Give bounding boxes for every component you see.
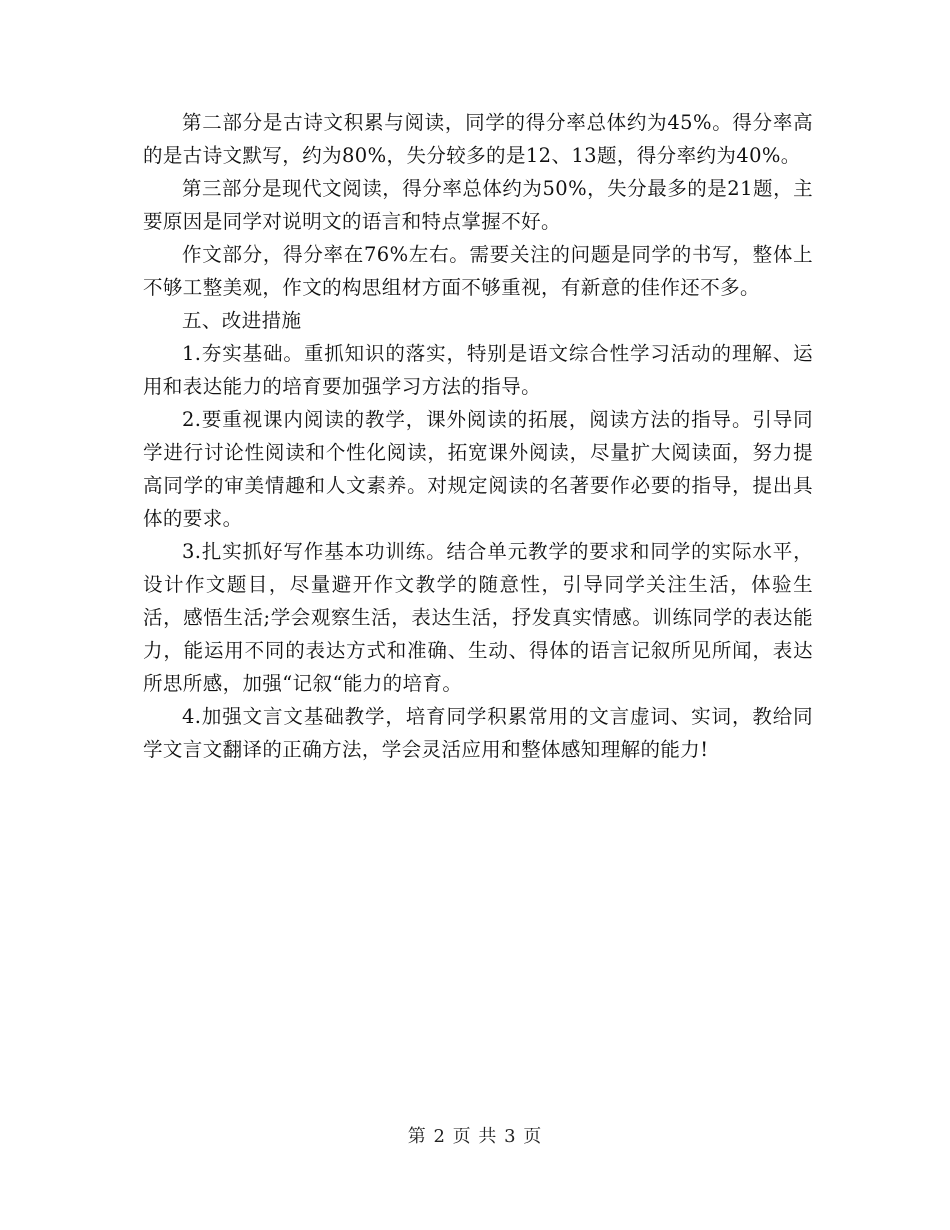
section-heading-improvement: 五、改进措施 <box>182 309 302 332</box>
measure-item-1: 1.夯实基础。重抓知识的落实，特别是语文综合性学习活动的理解、运用和表达能力的培育要加强学习方法的指导。 <box>143 342 813 398</box>
document-body <box>143 106 813 766</box>
page-number-footer: 第 2 页 共 3 页 <box>407 1126 543 1147</box>
paragraph-ancient-poetry: 第二部分是古诗文积累与阅读，同学的得分率总体约为45%。得分率高的是古诗文默写，约为80%，失分较多的是12、13题，得分率约为40%。 <box>143 111 813 167</box>
paragraph-composition: 作文部分，得分率在76%左右。需要关注的问题是同学的书写，整体上不够工整美观，作文的构思组材方面不够重视，有新意的佳作还不多。 <box>143 243 813 299</box>
measure-item-2: 2.要重视课内阅读的教学，课外阅读的拓展，阅读方法的指导。引导同学进行讨论性阅读和个性化阅读，拓宽课外阅读，尽量扩大阅读面，努力提高同学的审美情趣和人文素养。对规定阅读的名著要作必要的指导，提出具体的要求。 <box>143 408 813 530</box>
paragraph-modern-reading: 第三部分是现代文阅读，得分率总体约为50%，失分最多的是21题，主要原因是同学对说明文的语言和特点掌握不好。 <box>143 177 813 233</box>
measure-item-3: 3.扎实抓好写作基本功训练。结合单元教学的要求和同学的实际水平，设计作文题目，尽量避开作文教学的随意性，引导同学关注生活，体验生活，感悟生活;学会观察生活，表达生活，抒发真实情感。训练同学的表达能力，能运用不同的表达方式和准确、生动、得体的语言记叙所见所闻，表达所思所感，加强“记叙“能力的培育。 <box>143 540 813 695</box>
measure-item-4: 4.加强文言文基础教学，培育同学积累常用的文言虚词、实词，教给同学文言文翻译的正确方法，学会灵活应用和整体感知理解的能力! <box>143 705 813 761</box>
